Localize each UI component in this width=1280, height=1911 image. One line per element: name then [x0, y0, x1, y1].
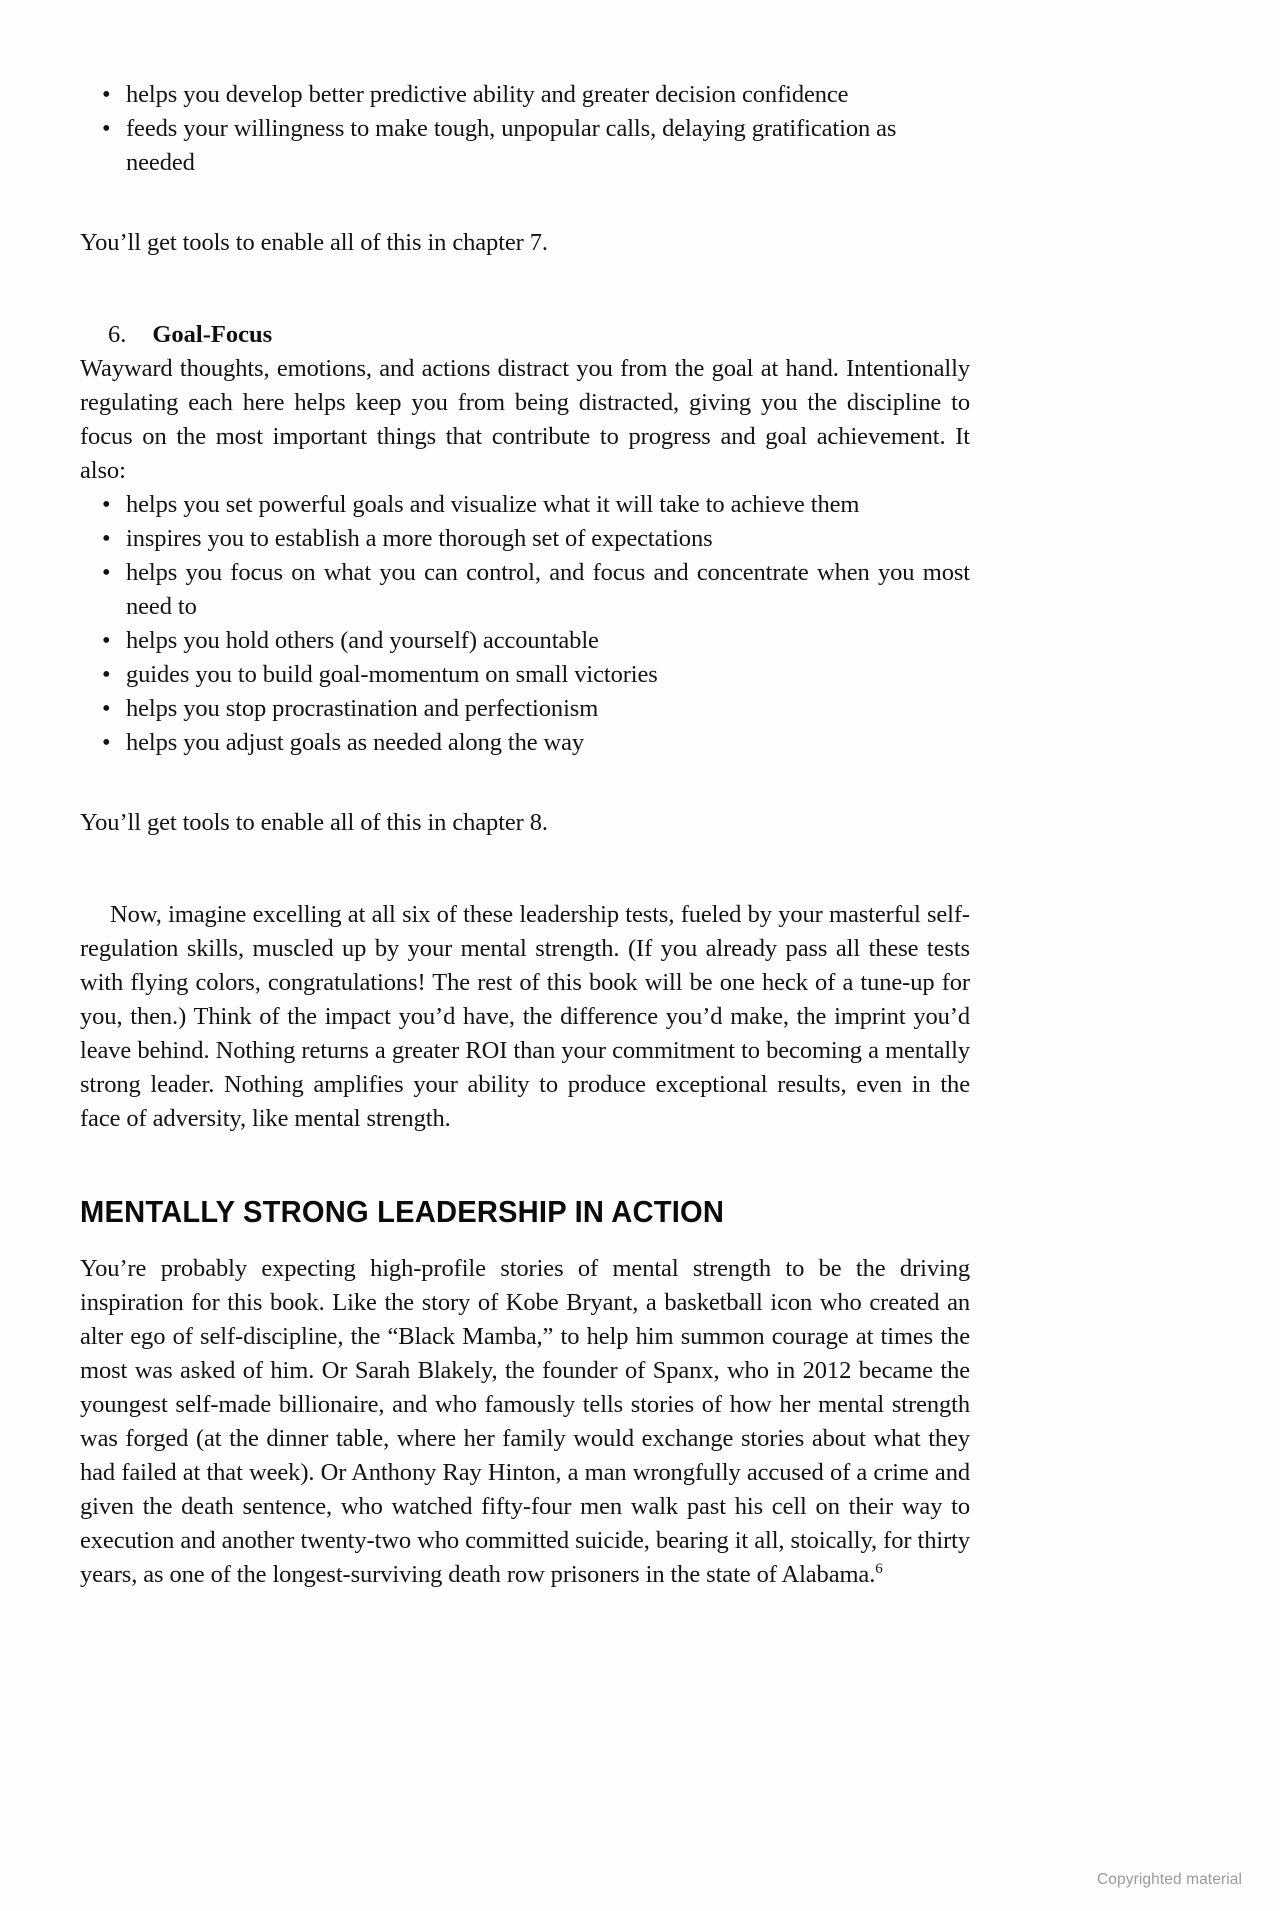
- goal-focus-intro-paragraph: Wayward thoughts, emotions, and actions distract you from the goal at hand. Intentionally regulating each here helps keep you from being distracted, giving you the discipline to focus on the most important things that contribute to progress and goal achievement. It also:: [80, 355, 970, 484]
- copyright-watermark: Copyrighted material: [1096, 1871, 1242, 1888]
- subsection-title: Goal-Focus: [152, 321, 273, 348]
- list-item: [80, 488, 970, 522]
- list-item-label: helps you hold others (and yourself) accountable: [126, 627, 599, 654]
- bullet-icon: •: [102, 695, 111, 722]
- list-item-label: helps you focus on what you can control, and focus and concentrate when you most need to: [126, 559, 970, 620]
- top-bullet-list: [80, 78, 970, 180]
- bullet-icon: •: [102, 661, 111, 688]
- spacer: [80, 1136, 970, 1194]
- list-item-label: helps you adjust goals as needed along the way: [126, 729, 585, 756]
- list-item-label: helps you develop better predictive ability and greater decision confidence: [126, 81, 849, 108]
- subsection-heading-goal-focus: [80, 318, 970, 352]
- bullet-icon: •: [102, 559, 111, 586]
- footnote-reference: 6: [875, 1560, 883, 1577]
- page-title: MENTALLY STRONG LEADERSHIP IN ACTION: [80, 1194, 725, 1229]
- goal-focus-bullet-list: [80, 488, 970, 760]
- section-body-text: You’re probably expecting high-profile stories of mental strength to be the driving inspiration for this book. Like the story of Kobe Bryant, a basketball icon who created an alter ego of self-discipline, the “Black Mamba,” to help him summon courage at times the most was asked of him. Or Sarah Blakely, the founder of Spanx, who in 2012 became the youngest self-made billionaire, and who famously tells stories of how her mental strength was forged (at the dinner table, where her family would exchange stories about what they had failed at that week). Or Anthony Ray Hinton, a man wrongfully accused of a crime and given the death sentence, who watched fifty-four men walk past his cell on their way to execution and another twenty-two who committed suicide, bearing it all, stoically, for thirty years, as one of the longest-surviving death row prisoners in the state of Alabama.: [80, 1255, 970, 1588]
- chapter-7-reference: You’ll get tools to enable all of this in chapter 7.: [80, 229, 548, 256]
- list-item: [80, 624, 970, 658]
- bullet-icon: •: [102, 525, 111, 552]
- list-item: [80, 78, 970, 112]
- spacer: [80, 260, 970, 318]
- list-item-label: helps you stop procrastination and perfectionism: [126, 695, 599, 722]
- list-item: [80, 658, 970, 692]
- section-body-paragraph: [80, 1252, 970, 1592]
- list-item-label: feeds your willingness to make tough, unpopular calls, delaying gratification as needed: [126, 115, 897, 176]
- spacer: [80, 760, 970, 806]
- list-item: [80, 692, 970, 726]
- page-content: [80, 78, 970, 1592]
- chapter-8-reference: You’ll get tools to enable all of this in chapter 8.: [80, 809, 548, 836]
- list-item: [80, 556, 970, 624]
- bullet-icon: •: [102, 491, 111, 518]
- list-item: [80, 112, 970, 180]
- list-item-label: inspires you to establish a more thorough set of expectations: [126, 525, 713, 552]
- bullet-icon: •: [102, 627, 111, 654]
- spacer: [80, 180, 970, 226]
- bullet-icon: •: [102, 729, 111, 756]
- spacer: [80, 1230, 970, 1252]
- bullet-icon: •: [102, 115, 111, 142]
- bullet-icon: •: [102, 81, 111, 108]
- subsection-number: 6.: [108, 321, 127, 348]
- summary-paragraph: Now, imagine excelling at all six of these leadership tests, fueled by your masterful self-regulation skills, muscled up by your mental strength. (If you already pass all these tests with flying colors, congratulations! The rest of this book will be one heck of a tune-up for you, then.) Think of the impact you’d have, the difference you’d make, the imprint you’d leave behind. Nothing returns a greater ROI than your commitment to becoming a mentally strong leader. Nothing amplifies your ability to produce exceptional results, even in the face of adversity, like mental strength.: [80, 901, 970, 1132]
- spacer: [80, 840, 970, 898]
- list-item: [80, 522, 970, 556]
- list-item: [80, 726, 970, 760]
- list-item-label: guides you to build goal-momentum on small victories: [126, 661, 658, 688]
- list-item-label: helps you set powerful goals and visualize what it will take to achieve them: [126, 491, 860, 518]
